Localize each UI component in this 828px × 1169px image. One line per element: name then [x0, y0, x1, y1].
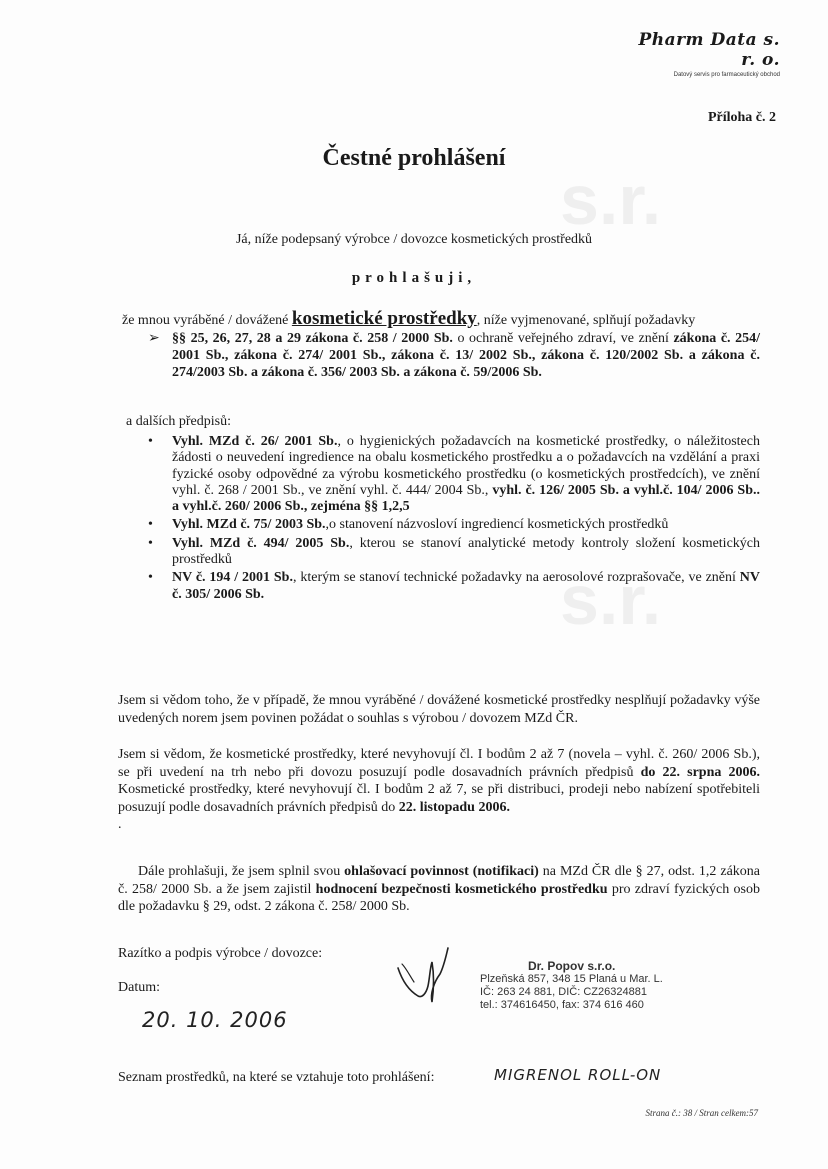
page-info: Strana č.: 38 / Stran celkem:57: [645, 1108, 758, 1118]
law-reference-amendments: zákona č. 254/ 2001 Sb., zákona č. 274/ 2001 Sb., zákona č. 13/ 2002 Sb., zákona č. 120/2002 Sb. a zákona č. 274/2003 Sb. a zákona č. 356/ 2003 Sb. a zákona č. 59/2006 Sb.: [172, 331, 760, 380]
bullet-icon: •: [148, 517, 153, 533]
notification-paragraph: [118, 863, 760, 916]
stamp-phone: tel.: 374616450, fax: 374 616 460: [480, 999, 644, 1011]
bullet-icon: •: [148, 434, 153, 449]
stray-dot: .: [118, 817, 122, 832]
transition-date-2: 22. listopadu 2006.: [398, 799, 510, 815]
transition-date-1: do 22. srpna 2006.: [640, 764, 760, 780]
notification-duty: ohlašovací povinnost (notifikaci): [344, 864, 539, 879]
bullet-icon: •: [148, 535, 153, 551]
regulation-text: , o hygienických požadavcích na kosmetické prostředky, o náležitostech žádosti o neuvedení ingredience na obalu kosmetického prostředku a o požadavcích na vzdělání a praxi fyzické osoby odpovědné za výrobu kosmetického prostředku (o kosmetických prostředcích), ve znění vyhl. č. 268 / 2001 Sb., ve znění vyhl. č. 444/ 2004 Sb.,: [172, 434, 760, 498]
safety-assessment: hodnocení bezpečnosti kosmetického prostředku: [315, 881, 608, 897]
notification-text-3: pro zdraví fyzických osob dle požadavku § 29, odst. 2 zákona č. 258/ 2000 Sb.: [118, 881, 760, 914]
watermark: s.r.: [560, 561, 662, 639]
bullet-icon: •: [148, 570, 153, 586]
notification-text: Dále prohlašuji, že jsem splnil svou: [138, 864, 345, 879]
stamp-company-name: Dr. Popov s.r.o.: [528, 959, 616, 973]
intro-text: Já, níže podepsaný výrobce / dovozce kosmetických prostředků: [235, 232, 593, 247]
transition-paragraph: [118, 746, 760, 816]
date-label: Datum:: [118, 980, 160, 995]
law-reference-main: §§ 25, 26, 27, 28 a 29 zákona č. 258 / 2000 Sb.: [172, 331, 453, 346]
regulation-amendment: vyhl. č. 126/ 2005 Sb. a vyhl.č. 104/ 2006 Sb.. a vyhl.č. 260/ 2006 Sb., zejména §§ 1,2,5: [172, 482, 761, 515]
logo-text: Pharm Data s. r. o.: [638, 30, 780, 70]
regulation-name: Vyhl. MZd č. 26/ 2001 Sb.: [172, 434, 338, 449]
regulation-name: NV č. 194 / 2001 Sb.: [172, 570, 293, 586]
law-reference-text: o ochraně veřejného zdraví, ve znění: [452, 331, 674, 346]
other-regulations-label: a dalších předpisů:: [126, 414, 231, 429]
document-title: Čestné prohlášení: [322, 145, 506, 171]
regulations-list: [148, 434, 760, 605]
product-list-label: Seznam prostředků, na které se vztahuje toto prohlášení:: [118, 1070, 435, 1085]
notification-text-2: na MZd ČR dle § 27, odst. 1,2 zákona č. 258/ 2000 Sb. a že jsem zajistil: [118, 864, 760, 897]
regulation-text: ,o stanovení názvosloví ingrediencí kosmetických prostředků: [325, 517, 669, 533]
list-item: [148, 517, 760, 533]
transition-text: Jsem si vědom, že kosmetické prostředky, které nevyhovují čl. I bodům 2 až 7 (novela – vyhl. č. 260/ 2006 Sb.), se při uvedení na trh nebo při dovozu posuzují podle dosavadních právních předpisů: [118, 747, 760, 780]
stamp-ids: IČ: 263 24 881, DIČ: CZ26324881: [480, 986, 647, 998]
list-item: [148, 536, 760, 569]
appendix-number: Příloha č. 2: [707, 110, 776, 125]
company-stamp: [480, 960, 663, 1012]
regulation-text: , kterým se stanoví technické požadavky na aerosolové rozprašovače, ve znění: [292, 570, 740, 586]
handwritten-signature: [392, 946, 456, 1012]
law-reference: [150, 330, 760, 381]
regulation-name: Vyhl. MZd č. 494/ 2005 Sb.: [172, 535, 350, 551]
declare-heading: prohlašuji,: [351, 270, 477, 286]
compliance-line-pre: že mnou vyráběné / dovážené: [122, 313, 292, 328]
list-item: [148, 434, 760, 515]
compliance-subject: kosmetické prostředky: [291, 308, 477, 329]
regulation-text: , kterou se stanoví analytické metody kontroly složení kosmetických prostředků: [172, 535, 760, 568]
stamp-address: Plzeňská 857, 348 15 Planá u Mar. L.: [480, 973, 663, 985]
compliance-line: [122, 308, 695, 330]
arrow-bullet-icon: ➢: [148, 331, 160, 346]
date-value: 20. 10. 2006: [142, 1008, 288, 1032]
stamp-signature-label: Razítko a podpis výrobce / dovozce:: [118, 946, 323, 961]
awareness-paragraph: Jsem si vědom toho, že v případě, že mnou vyráběné / dovážené kosmetické prostředky nesplňují požadavky výše uvedených norem jsem povinen požádat o souhlas s výrobou / dovozem MZd ČR.: [118, 693, 760, 726]
transition-text-2: Kosmetické prostředky, které nevyhovují čl. I bodům 2 až 7, se při distribuci, prodeji nebo nabízení spotřebiteli posuzují podle dosavadních právních předpisů do: [118, 782, 760, 815]
company-logo: [630, 30, 780, 78]
list-item: [148, 570, 760, 603]
regulation-amendment: NV č. 305/ 2006 Sb.: [172, 570, 760, 602]
regulation-name: Vyhl. MZd č. 75/ 2003 Sb.: [172, 517, 326, 533]
compliance-line-post: , níže vyjmenované, splňují požadavky: [476, 313, 696, 328]
watermark: s.r.: [560, 161, 662, 239]
product-list-value: MIGRENOL ROLL-ON: [494, 1066, 662, 1084]
logo-subtitle: Datový servis pro farmaceutický obchod: [673, 72, 780, 78]
